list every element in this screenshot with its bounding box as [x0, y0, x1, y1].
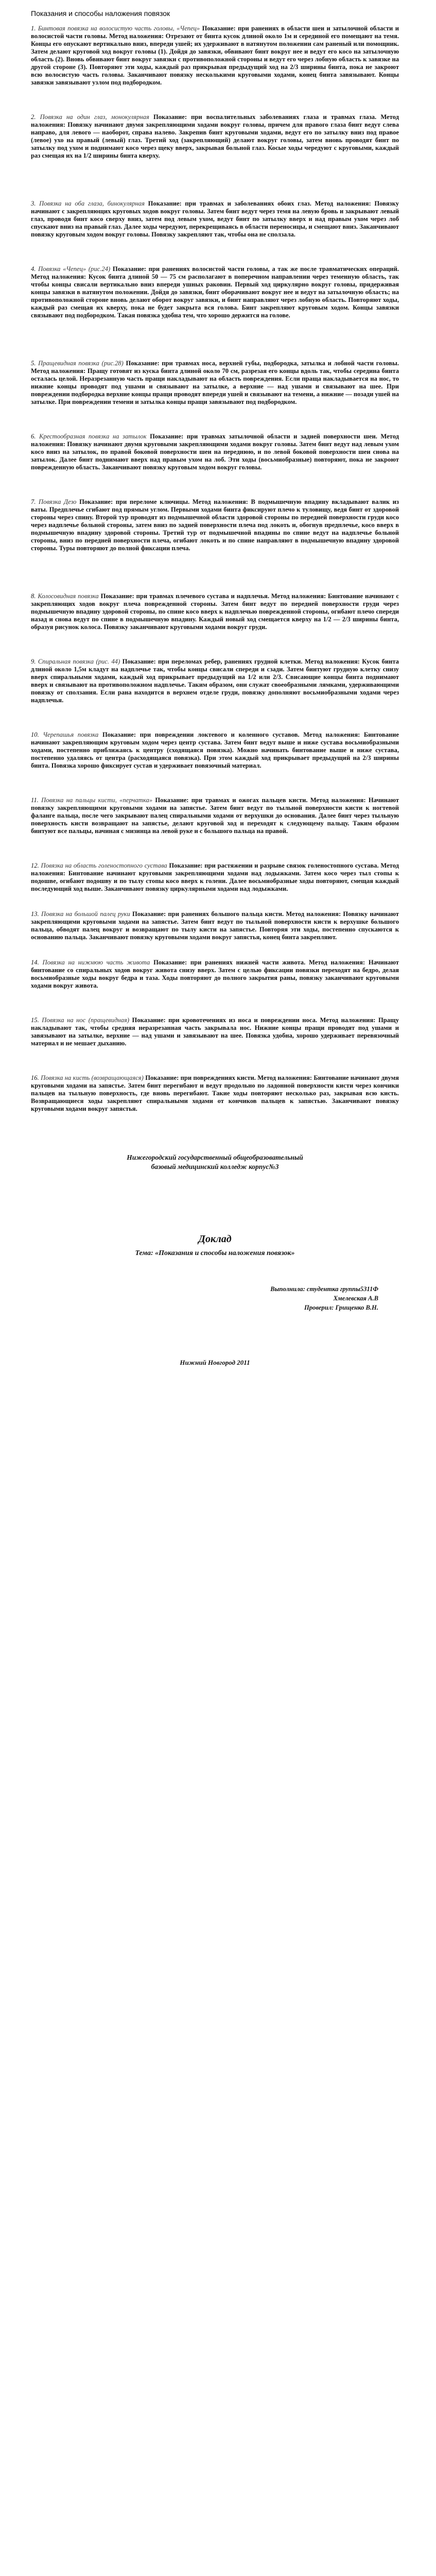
paragraph-text: при травмах и ожогах пальцев кисти. Метод наложения: Начинают повязку закрепляющими круговыми ходами на запястье. Затем бинт ведут по тыльной поверхности кисти к ногтевой фаланге пальца, после чего закрывают палец спиральными ходами от верхушки до основания. Далее бинт через тыльную поверхность кисти возвращают на запястье, делают круговой ход и переходят к следующему пальцу. Таким образом бинтуют все пальцы, начиная с мизинца на левой руке и с большого пальца на правой. [31, 796, 399, 835]
paragraph-spacer [31, 704, 399, 731]
paragraph-spacer [31, 319, 399, 360]
paragraph-number: 13. [31, 910, 39, 918]
reviewer-line: Проверил: Грищенко В.Н. [304, 1304, 378, 1311]
paragraph-text: при повреждениях кисти. Метод наложения: Бинтование начинают двумя круговыми ходами на запястье. Затем бинт перегибают и ведут продольно по ладонной поверхности кисти через кончики пальцев на тыльную поверхность, где вновь перегибают. Такие ходы повторяют несколько раз, закрывая всю кисть. Возвращающиеся ходы закрепляют спиральными ходами от кончиков пальцев к запястью. Заканчивают повязку круговыми ходами вокруг запястья. [31, 1074, 399, 1112]
paragraph-spacer [31, 406, 399, 433]
paragraph-spacer [31, 893, 399, 910]
institution-line-1: Нижегородский государственный общеобразовательный [127, 1154, 303, 1161]
paragraph-number: 6. [31, 433, 36, 440]
bandage-paragraph [31, 592, 399, 631]
paragraph-text: при воспалительных заболеваниях глаза и травмах глаза. Метод наложения: Повязку начинают двумя закрепляющими ходами вокруг головы, причем для правого глаза бинт ведут слева направо, для левого — наоборот, справа налево. Закрепив бинт круговыми ходами, ведут его по затылку вниз под правое (левое) ухо на правый (левый) глаз. Третий ход (закрепляющий) делают вокруг головы, затем вновь проводят бинт по затылку под ухом и поднимают косо через щеку вверх, закрывая больной глаз. Косые ходы чередуют с круговыми, каждый раз смещая их на 1/2 ширины бинта кверху. [31, 113, 399, 159]
bandage-paragraph [31, 360, 399, 406]
paragraph-text: при травмах и заболеваниях обоих глаз. Метод наложения: Повязку начинают с закрепляющих круговых ходов вокруг головы. Затем бинт ведут через темя на левую бровь и закрывают левый глаз, проводя бинт косо сверху вниз, затем под левым ухом, ведут бинт по затылку вверх и над правым ухом через лоб спускают вниз на правый глаз. Далее ходы чередуют, перекрещиваясь в области переносицы, и смещают вниз. Заканчивают повязку круговым ходом вокруг головы. Повязку закрепляют так, чтобы она не сползала. [31, 200, 399, 238]
paragraph-spacer [31, 990, 399, 1016]
paragraph-text: при травмах носа, верхней губы, подбородка, затылка и лобной части головы. Метод наложения: Пращу готовят из куска бинта длиной около 70 см, разрезая его концы вдоль так, чтобы середина бинта осталась целой. Неразрезанную часть пращи накладывают на область повреждения. Если праща накладывается на нос, то нижние концы проводят под ушами и связывают на затылке, а верхние — над ушами и связывают на шее. При повреждении подбородка верхние концы пращи проводят впереди ушей и связывают на темени, а нижние — позади ушей на затылке. При повреждении темени и затылка концы пращи завязывают под подбородком. [31, 360, 399, 405]
paragraph-number: 11. [31, 796, 39, 804]
bandage-paragraph [31, 796, 399, 835]
bandage-paragraph [31, 1016, 399, 1047]
paragraph-number: 2. [31, 113, 36, 121]
indication-label: Показание: [102, 731, 136, 738]
paragraph-text: при ранениях нижней части живота. Метод наложения: Начинают бинтование со спиральных ходов вокруг живота снизу вверх. Затем с целью фиксации повязки переходят на бедро, делая восьмиобразные ходы вокруг бедра и таза. Ходы повторяют до полного закрытия раны, повязку заканчивают круговыми ходами вокруг живота. [31, 959, 399, 989]
indication-label: Показание: [155, 796, 189, 804]
indication-label: Показание: [122, 658, 156, 665]
paragraph-number: 3. [31, 200, 36, 207]
bandage-paragraph [31, 433, 399, 471]
bandage-name: Повязка на кисть (возвращающаяся) [41, 1074, 144, 1081]
paragraph-spacer [31, 631, 399, 658]
paragraph-text: при переломе ключицы. Метод наложения: В подмышечную впадину вкладывают валик из ваты. Предплечье сгибают под прямым углом. Первыми ходами бинта фиксируют плечо к туловищу, ведя бинт от здоровой стороны через спину. Второй тур проводят из подмышечной области здоровой стороны по передней поверхности груди косо через надплечье больной стороны, затем вниз по задней поверхности плеча под локоть и, обогнув предплечье, косо вверх в подмышечную впадину здоровой стороны. Третий тур от подмышечной впадины по спине ведут на надплечье больной стороны, вниз по передней поверхности плеча, огибают локоть и по спине направляют в подмышечную впадину здоровой стороны. Туры повторяют до полной фиксации плеча. [31, 498, 399, 552]
paragraph-spacer [31, 552, 399, 592]
institution-line-2: базовый медицинский колледж корпус№3 [151, 1163, 279, 1171]
document-kind: Доклад [198, 1233, 232, 1245]
title-page [31, 1153, 399, 1367]
author-line: Выполнила: студентка группы5311Ф [270, 1285, 378, 1293]
bandage-name: Бинтовая повязка на волосистую часть головы, «Чепец» [38, 25, 200, 32]
paragraph-text: при ранениях большого пальца кисти. Метод наложения: Повязку начинают закрепляющими круговыми ходами на запястье. Затем бинт ведут по тыльной поверхности кисти к верхушке большого пальца, обводят палец вокруг и возвращают по тылу кисти на запястье. Повторяя эти ходы, постепенно спускаются к основанию пальца. Заканчивают повязку круговыми ходами вокруг запястья, конец бинта закрепляют. [31, 910, 399, 941]
paragraph-text: при растяжении и разрыве связок голеностопного сустава. Метод наложения: Бинтование начинают круговыми закрепляющими ходами над лодыжками. Затем косо через тыл стопы к подошве, огибают подошву и по тылу стопы косо вверх к голени. Далее восьмиобразные ходы повторяют, смещая каждый последующий ход выше. Заканчивают повязку циркулярными ходами над лодыжками. [31, 862, 399, 892]
bandage-name: Повязка «Чепец» (рис.24) [38, 265, 111, 273]
indication-label: Показание: [202, 25, 236, 32]
document-header: Показания и способы наложения повязок [31, 9, 170, 18]
city-year: Нижний Новгород 2011 [180, 1359, 250, 1366]
paragraph-number: 14. [31, 959, 39, 966]
paragraph-spacer [31, 239, 399, 265]
paragraph-text: при травмах плечевого сустава и надплечья. Метод наложения: Бинтование начинают с закрепляющих ходов вокруг плеча поврежденной стороны. Затем бинт ведут по передней поверхности груди через подмышечную впадину здоровой стороны, по спине косо вверх к надплечью поврежденной стороны, огибают плечо спереди назад и снова ведут по спине в подмышечную впадину. Каждый новый ход смещается кверху на 1/2 — 2/3 ширины бинта, образуя рисунок колоса. Повязку заканчивают круговыми ходами вокруг груди. [31, 592, 399, 631]
indication-label: Показание: [153, 959, 187, 966]
paragraph-number: 5. [31, 360, 36, 367]
indication-label: Показание: [79, 498, 113, 505]
bandage-paragraph [31, 731, 399, 770]
paragraph-spacer [31, 941, 399, 959]
bandage-name: Колосовидная повязка [38, 592, 99, 600]
bandage-paragraph [31, 113, 399, 160]
paragraph-list [31, 25, 399, 1153]
paragraph-number: 15. [31, 1016, 39, 1024]
paragraph-number: 12. [31, 862, 39, 869]
bandage-paragraph [31, 498, 399, 552]
paragraph-spacer [31, 770, 399, 796]
paragraph-text: при ранениях в области шеи и затылочной области и волосистой части головы. Метод наложения: Отрезают от бинта кусок длиной около 1м и серединой его помещают на темя. Концы его опускают вертикально вниз, впереди ушей; их удерживают в натянутом положении сам раненый или помощник. Затем делают круговой ход вокруг головы (1). Дойдя до завязки, обвивают бинт вокруг нее и ведут его косо на затылочную область (2). Вновь обвивают бинт вокруг завязки с противоположной стороны и ведут его через лобную область к завязке на другой стороне (3). Повторяют эти ходы, каждый раз прикрывая предыдущий ход на 2/3 ширины бинта, пока не закроют всю волосистую часть головы. Заканчивают повязку несколькими круговыми ходами, конец бинта завязывают. Концы завязки завязывают узлом под подбородком. [31, 25, 399, 86]
bandage-paragraph [31, 959, 399, 990]
bandage-name: Повязка на нижнюю часть живота [42, 959, 150, 966]
bandage-name: Повязка на пальцы кисти, «перчатка» [41, 796, 153, 804]
bandage-paragraph [31, 910, 399, 941]
paragraph-spacer [31, 1113, 399, 1153]
bandage-name: Спиральная повязка (рис. 44) [38, 658, 120, 665]
indication-label: Показание: [126, 360, 160, 367]
bandage-paragraph [31, 200, 399, 239]
bandage-name: Повязка Дезо [39, 498, 77, 505]
paragraph-number: 16. [31, 1074, 39, 1081]
bandage-name: Повязка на область голеностопного сустава [41, 862, 167, 869]
paragraph-text: при травмах затылочной области и задней поверхности шеи. Метод наложения: Повязку начинают двумя круговыми закрепляющими ходами вокруг головы. Затем бинт ведут над левым ухом косо вниз на затылок, по правой боковой поверхности шеи на переднюю, и по левой боковой поверхности шеи снова на затылок. Далее бинт поднимают вверх над правым ухом на лоб. Эти ходы (восьмиобразные) повторяют, пока не закроют поврежденную область. Заканчивают повязку круговым ходом вокруг головы. [31, 433, 399, 471]
paragraph-spacer [31, 471, 399, 498]
author-block [31, 1284, 399, 1312]
bandage-paragraph [31, 25, 399, 87]
paragraph-number: 7. [31, 498, 36, 505]
indication-label: Показание: [150, 433, 184, 440]
bandage-paragraph [31, 1074, 399, 1113]
author-line: Хмелевская А.В [333, 1295, 378, 1302]
bandage-name: Крестообразная повязка на затылок [39, 433, 147, 440]
bandage-name: Черепашья повязка [43, 731, 99, 738]
bandage-name: Повязка на нос (пращевидная) [42, 1016, 130, 1024]
paragraph-spacer [31, 835, 399, 862]
indication-label: Показание: [145, 1074, 179, 1081]
paragraph-text: при ранениях волосистой части головы, а так же после травматических операций. Метод наложения: Кусок бинта длиной 50 — 75 см располагают в поперечном направлении через теменную область, так чтобы концы свисали вертикально вниз впереди ушных раковин. Первый ход циркулярно вокруг головы, придерживая концы завязки в натянутом положении. Дойдя до завязки, бинт оборачивают вокруг нее и ведут на затылочную область; на противоположной стороне вновь делают оборот вокруг завязки, и бинт направляют через лобную область. Повторяют ходы, каждый раз смещая их кверху, пока не будет закрыта вся голова. Бинт закрепляют круговым ходом. Концы завязки связывают под подбородком. Такая повязка удобна тем, что хорошо держится на голове. [31, 265, 399, 319]
paragraph-spacer [31, 1047, 399, 1074]
indication-label: Показание: [132, 910, 166, 918]
paragraph-number: 4. [31, 265, 36, 273]
paragraph-number: 9. [31, 658, 36, 665]
paragraph-number: 8. [31, 592, 36, 600]
paragraph-text: при повреждении локтевого и коленного суставов. Метод наложения: Бинтование начинают закрепляющим круговым ходом через центр сустава. Затем бинт ведут выше и ниже сустава восьмиобразными ходами, постепенно приближаясь к центру (сходящаяся повязка). Можно начинать бинтование выше и ниже сустава, постепенно удаляясь от центра (расходящаяся повязка). При этом каждый ход прикрывает предыдущий на 2/3 ширины бинта. Повязка хорошо фиксирует сустав и удерживает повязочный материал. [31, 731, 399, 769]
indication-label: Показание: [132, 1016, 166, 1024]
paragraph-number: 1. [31, 25, 36, 32]
indication-label: Показание: [169, 862, 203, 869]
paragraph-spacer [31, 87, 399, 113]
bandage-name: Повязка на большой палец руки [41, 910, 130, 918]
indication-label: Показание: [148, 200, 182, 207]
bandage-paragraph [31, 265, 399, 319]
paragraph-text: при кровотечениях из носа и повреждении носа. Метод наложения: Пращу накладывают так, чтобы средняя неразрезанная часть закрывала нос. Нижние концы пращи проводят под ушами и завязывают на затылке, верхние — над ушами и завязывают на шее. Повязка удобна, хорошо удерживает перевязочный материал и не мешает дыханию. [31, 1016, 399, 1047]
paragraph-spacer [31, 160, 399, 200]
bandage-paragraph [31, 862, 399, 893]
indication-label: Показание: [112, 265, 146, 273]
indication-label: Показание: [100, 592, 134, 600]
bandage-paragraph [31, 658, 399, 704]
bandage-name: Повязка на один глаз, монокулярная [40, 113, 149, 121]
paragraph-number: 10. [31, 731, 39, 738]
bandage-name: Повязка на оба глаза, бинокулярная [39, 200, 145, 207]
document-topic: Тема: «Показания и способы наложения повязок» [135, 1249, 295, 1257]
indication-label: Показание: [153, 113, 187, 121]
bandage-name: Пращевидная повязка (рис.28) [38, 360, 124, 367]
paragraph-text: при переломах ребер, ранениях грудной клетки. Метод наложения: Кусок бинта длиной около 1,5м кладут на надплечье так, чтобы концы свисали спереди и сзади. Затем бинтуют грудную клетку снизу вверх спиральными ходами, каждый ход прикрывает предыдущий на 1/2 или 2/3. Свисающие концы бинта поднимают вверх и связывают на противоположном надплечье. Таким образом, они служат своеобразными лямками, удерживающими повязку от сползания. Если рана находится в верхнем отделе груди, повязку дополняют восьмиобразными ходами через надплечья. [31, 658, 399, 704]
